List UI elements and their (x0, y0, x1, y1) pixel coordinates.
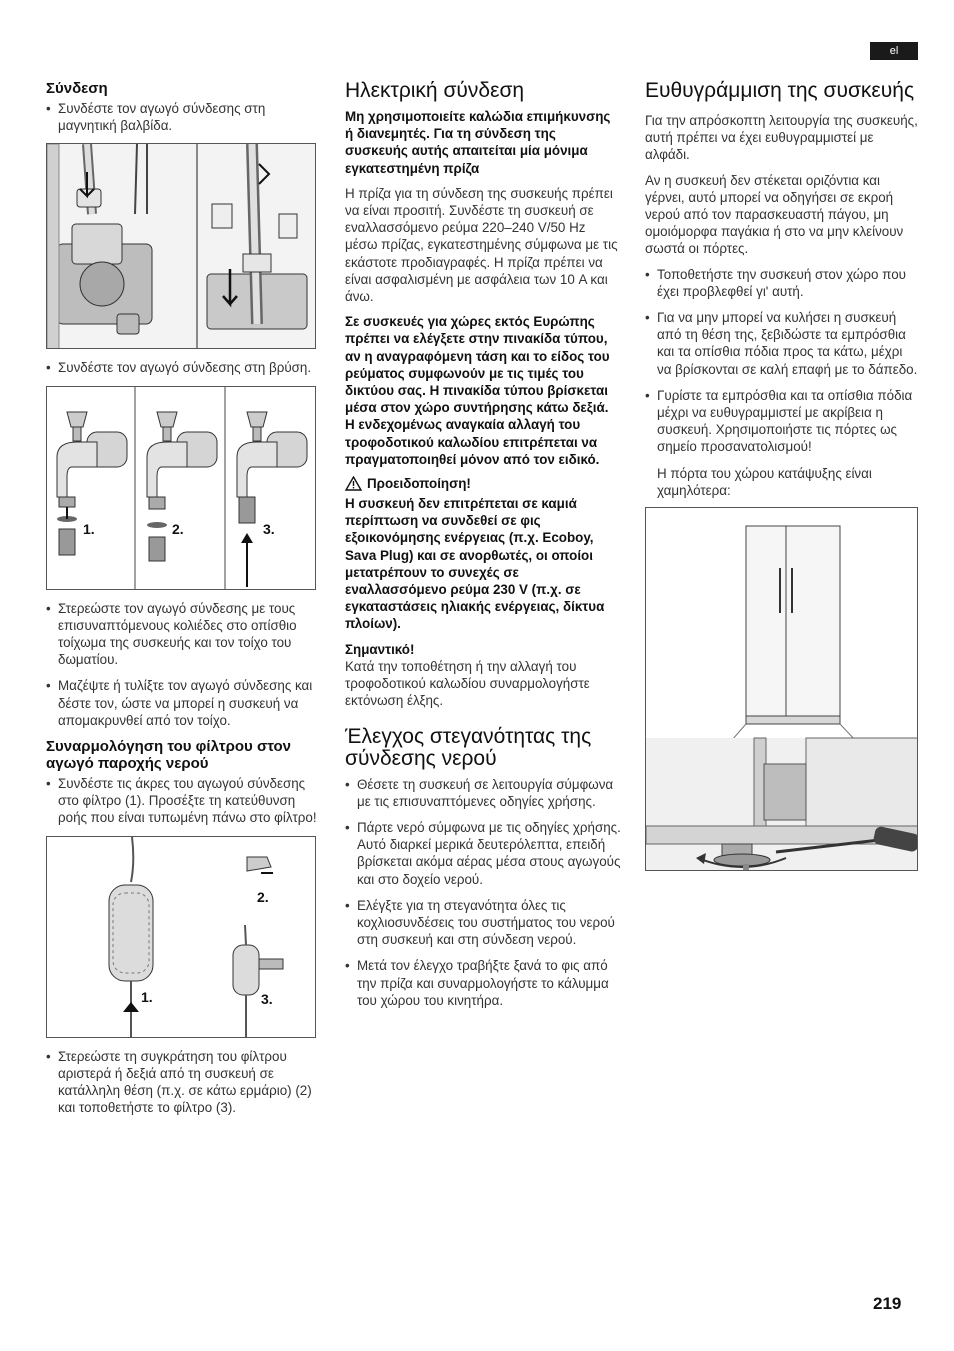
connection-heading: Σύνδεση (46, 80, 108, 97)
leak-test-bullet-list (345, 776, 621, 1009)
column-connection (46, 80, 318, 1125)
electrical-title: Ηλεκτρική σύνδεση (345, 79, 525, 102)
list-item: • Τοποθετήστε την συσκευή στον χώρο που έχει προβλεφθεί γι' αυτή. (645, 266, 920, 300)
warning-label: Προειδοποίηση! (367, 476, 471, 492)
list-item: • Στερεώστε τη συγκράτηση του φίλτρου αριστερά ή δεξιά από τη συσκευή σε κατάλληλη θέση (π.χ. σε κάτω ερμάριο) (2) και τοποθετήστε το φίλτρο (3). (46, 1048, 318, 1117)
list-item: • Ελέγξτε για τη στεγανότητα όλες τις κοχλιοσυνδέσεις του συστήματος του νερού στη συσκευή και στη σύνδεση νερού. (345, 897, 621, 949)
valve-bullet-list (46, 100, 318, 134)
alignment-title: Ευθυγράμμιση της συσκευής (645, 79, 915, 102)
socket-paragraph: Η πρίζα για τη σύνδεση της συσκευής πρέπει να είναι προσιτή. Συνδέστε τη συσκευή σε εναλλασσόμενο ρεύμα 220–240 V/50 Hz μέσω πρίζας, εγκατεστημένης σύμφωνα με τις εκάστοτε προδιαγραφές. Η πρίζα πρέπει να είναι ασφαλισμένη με ασφάλεια των 10 A και άνω. (345, 185, 618, 305)
leak-test-title: Έλεγχος στεγανότητας της σύνδεσης νερού (345, 724, 592, 770)
column-electrical (345, 80, 621, 1018)
list-item: • Γυρίστε τα εμπρόσθια και τα οπίσθια πόδια μέχρι να ευθυγραμμιστεί με ακρίβεια η συσκευή. Χρησιμοποιήστε τις πόρτες ως σημείο προσανατολισμού! (645, 387, 920, 456)
important-label: Σημαντικό! (345, 641, 415, 657)
fridge-alignment-illustration (645, 507, 918, 871)
tap-step-1: 1. (83, 520, 95, 537)
filter-illustration (46, 836, 316, 1038)
tap-connection-illustration (46, 386, 316, 590)
filter-step-1: 1. (141, 988, 153, 1005)
warning-row (345, 476, 621, 491)
valve-illustration (46, 143, 316, 349)
list-item: • Πάρτε νερό σύμφωνα με τις οδηγίες χρήσης. Αυτό διαρκεί μερικά δευτερόλεπτα, επειδή βρίσκεται ακόμα αέρας μέσα στους αγωγούς και στο δοχείο νερού. (345, 819, 621, 888)
list-item: • Στερεώστε τον αγωγό σύνδεσης με τους επισυναπτόμενους κολιέδες στο οπίσθιο τοίχωμα της συσκευής και τον τοίχο του δωματίου. (46, 600, 318, 669)
page-number: 219 (873, 1294, 902, 1313)
list-item: • Θέσετε τη συσκευή σε λειτουργία σύμφωνα με τις επισυναπτόμενες οδηγίες χρήσης. (345, 776, 621, 810)
warning-text: Η συσκευή δεν επιτρέπεται σε καμιά περίπτωση να συνδεθεί σε φις εξοικονόμησης ενέργειας (π.χ. Ecoboy, Sava Plug) και σε ανορθωτές, οι οποίοι μετατρέπουν το συνεχές σε εναλλασσόμενο ρεύμα 230 V (π.χ. σε εγκαταστάσεις ηλιακής ενέργειας, δίκτυα πλοίων). (345, 496, 605, 632)
alignment-paragraph-2: Αν η συσκευή δεν στέκεται οριζόντια και γέρνει, αυτό μπορεί να οδηγήσει σε εκροή νερού από τον παρασκευαστή πάγου, μη ομοιόμορφα παγάκια ή στο να μην κλείνουν σωστά οι πόρτες. (645, 172, 904, 257)
tap-step-2: 2. (172, 520, 184, 537)
alignment-paragraph-1: Για την απρόσκοπτη λειτουργία της συσκευής, αυτή πρέπει να έχει ευθυγραμμιστεί με αλφάδι. (645, 113, 918, 163)
freezer-door-note: Η πόρτα του χώρου κατάψυξης είναι χαμηλότερα: (657, 465, 872, 498)
outside-europe-paragraph: Σε συσκευές για χώρες εκτός Ευρώπης πρέπει να ελέγξετε στην πινακίδα τύπου, αν η αναγραφόμενη τάση και το είδος του ρεύματος συμφωνούν με τις τιμές του δικτύου σας. Η πινακίδα τύπου βρίσκεται μέσα στον χώρο συντήρησης κάτω δεξιά. Η ενδεχομένως αναγκαία αλλαγή του τροφοδοτικού καλωδίου επιτρέπεται να πραγματοποιηθεί μόνον από τον ειδικό. (345, 314, 610, 467)
tap-2-icon (147, 412, 217, 561)
alignment-bullet-list (645, 266, 920, 456)
tap-3-icon (237, 412, 307, 587)
list-item: • Μετά τον έλεγχο τραβήξτε ξανά το φις από την πρίζα και συναρμολογήστε το κάλυμμα του χώρου του κινητήρα. (345, 957, 621, 1009)
column-alignment (645, 80, 920, 881)
electrical-bold-intro: Μη χρησιμοποιείτε καλώδια επιμήκυνσης ή διανεμητές. Για τη σύνδεση της συσκευής αυτής απαιτείται μία μόνιμα εγκατεστημένη πρίζα (345, 109, 611, 176)
language-badge: el (870, 42, 918, 60)
list-item: • Για να μην μπορεί να κυλήσει η συσκευή από τη θέση της, ξεβιδώστε τα εμπρόσθια και τα οπίσθια πόδια προς τα κάτω, μέχρι να βρίσκονται σε καλή επαφή με το δάπεδο. (645, 309, 920, 378)
filter-heading: Συναρμολόγηση του φίλτρου στον αγωγό παροχής νερού (46, 738, 291, 773)
list-item: • Μαζέψτε ή τυλίξτε τον αγωγό σύνδεσης και δέστε τον, ώστε να μπορεί η συσκευή να απομακρυνθεί από τον τοίχο. (46, 677, 318, 729)
clip-bullet-list (46, 600, 318, 729)
filter-step-2: 2. (257, 888, 269, 905)
tap-step-3: 3. (263, 520, 275, 537)
filter-step-3: 3. (261, 990, 273, 1007)
list-item: • Συνδέστε τις άκρες του αγωγού σύνδεσης στο φίλτρο (1). Προσέξτε τη κατεύθυνση ροής που είναι τυπωμένη πάνω στο φίλτρο! (46, 775, 318, 827)
filter-bullet-list (46, 775, 318, 827)
important-text: Κατά την τοποθέτηση ή την αλλαγή του τροφοδοτικού καλωδίου συναρμολογήστε εκτόνωση έλξης. (345, 658, 590, 709)
warning-triangle-icon (345, 476, 362, 491)
list-item: • Συνδέστε τον αγωγό σύνδεσης στη βρύση. (46, 359, 318, 376)
list-item: • Συνδέστε τον αγωγό σύνδεσης στη μαγνητική βαλβίδα. (46, 100, 318, 134)
tap-bullet-list (46, 359, 318, 376)
filter-mount-bullet-list (46, 1048, 318, 1117)
